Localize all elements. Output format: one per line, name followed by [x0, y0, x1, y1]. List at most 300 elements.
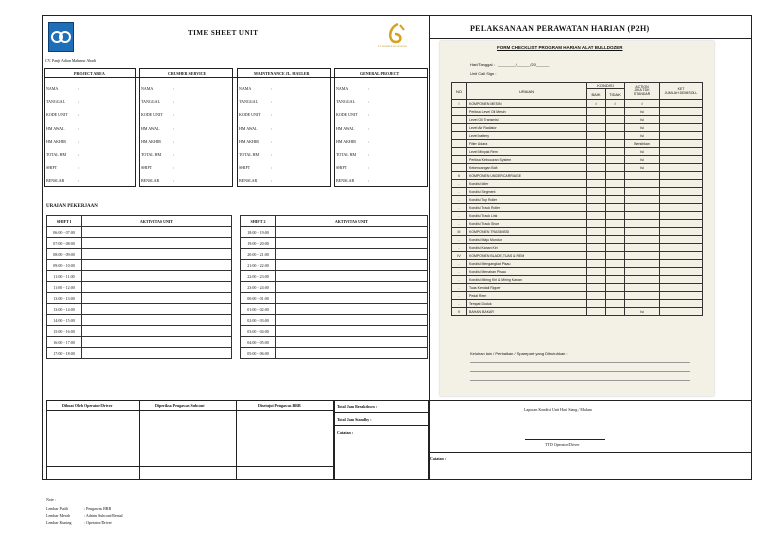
time-slot: 02:00 - 03:00	[241, 315, 276, 326]
activity-cell[interactable]	[82, 293, 232, 304]
checklist-table	[451, 82, 703, 316]
row-tidak[interactable]	[606, 276, 625, 284]
row-action: Isi	[625, 148, 660, 156]
row-ket[interactable]	[660, 220, 703, 228]
shift1-header: SHIFT I	[47, 216, 82, 227]
row-baik[interactable]	[587, 140, 606, 148]
row-action	[625, 188, 660, 196]
activity-cell[interactable]	[276, 315, 428, 326]
signature-label: Disetujui Pengawas BRB	[258, 403, 301, 408]
area-field-label: BENSLAR	[239, 178, 258, 184]
row-tidak[interactable]	[606, 252, 625, 260]
row-tidak[interactable]	[606, 308, 625, 316]
note-label: Lembar Putih	[46, 506, 68, 511]
time-slot: 13:00 - 14:00	[47, 304, 82, 315]
company-logo	[48, 22, 74, 52]
row-no: -	[452, 180, 467, 188]
row-action: √	[625, 100, 660, 108]
row-tidak[interactable]	[606, 164, 625, 172]
row-ket[interactable]	[660, 156, 703, 164]
shift2-row	[241, 326, 428, 337]
row-tidak[interactable]	[606, 196, 625, 204]
time-slot: 04:00 - 05:00	[241, 337, 276, 348]
row-baik[interactable]	[587, 236, 606, 244]
area-field-colon: :	[173, 86, 175, 91]
row-action	[625, 244, 660, 252]
row-tidak[interactable]	[606, 212, 625, 220]
hari-tanggal-blank: ________/______/20______	[498, 62, 550, 67]
row-baik[interactable]	[587, 204, 606, 212]
checklist-row	[452, 116, 703, 124]
row-item: Periksa Kebocoran System	[467, 156, 587, 164]
row-baik[interactable]	[587, 252, 606, 260]
row-item: Kekencangan Bolt	[467, 164, 587, 172]
activity-cell[interactable]	[82, 304, 232, 315]
note-value: : Pengawas BRB	[84, 506, 112, 511]
time-slot: 11:00 - 12:00	[47, 282, 82, 293]
signature-box-operator	[46, 400, 140, 480]
row-no: -	[452, 260, 467, 268]
row-baik[interactable]	[587, 172, 606, 180]
row-ket[interactable]	[660, 108, 703, 116]
area-field-colon: :	[173, 125, 175, 131]
shift1-row	[47, 238, 232, 249]
col-tidak: TIDAK	[606, 89, 625, 100]
shift2-header: SHIFT 2	[241, 216, 276, 227]
checklist-row	[452, 268, 703, 276]
area-title: CRUSHER SERVICE	[168, 71, 207, 76]
row-tidak[interactable]	[606, 228, 625, 236]
activity-cell[interactable]	[276, 337, 428, 348]
p2h-footer-note: Keluhan lain / Perbaikan / Sparepart yang Dibutuhkan :	[470, 351, 568, 356]
area-field-colon: :	[78, 125, 80, 131]
row-item: Kondisi Track Roller	[467, 204, 587, 212]
p2h-title: PELAKSANAAN PERAWATAN HARIAN (P2H)	[470, 24, 650, 33]
area-field-colon: :	[173, 152, 175, 157]
row-action: Isi	[625, 116, 660, 124]
checklist-row	[452, 196, 703, 204]
checklist-row	[452, 252, 703, 260]
row-item: Tempat Duduk	[467, 300, 587, 308]
row-ket[interactable]	[660, 260, 703, 268]
activity-cell[interactable]	[276, 293, 428, 304]
area-field-label: TANGGAL	[239, 99, 259, 105]
checklist-row	[452, 212, 703, 220]
activity-cell[interactable]	[276, 249, 428, 260]
row-no: -	[452, 276, 467, 284]
area-field-label: BENSLAR	[141, 178, 160, 184]
area-field-colon: :	[271, 178, 273, 184]
time-slot: 20:00 - 21:00	[241, 249, 276, 260]
time-slot: 13:00 - 13:00	[47, 293, 82, 304]
row-baik[interactable]	[587, 148, 606, 156]
time-slot: 08:00 - 09:00	[47, 249, 82, 260]
shift1-row	[47, 282, 232, 293]
row-tidak[interactable]	[606, 260, 625, 268]
row-baik[interactable]	[587, 268, 606, 276]
row-action: Isi	[625, 308, 660, 316]
area-field-label: SHIFT	[141, 165, 153, 171]
area-field-colon: :	[271, 138, 273, 144]
row-action: Isi	[625, 132, 660, 140]
area-title: GENERAL PROJECT	[360, 71, 400, 76]
area-field-colon: :	[368, 99, 370, 105]
row-baik[interactable]	[587, 276, 606, 284]
checklist-row	[452, 108, 703, 116]
row-action	[625, 276, 660, 284]
row-ket[interactable]	[660, 164, 703, 172]
row-baik[interactable]	[587, 116, 606, 124]
row-item: Level Minyak Rem	[467, 148, 587, 156]
row-ket[interactable]	[660, 252, 703, 260]
checklist-row	[452, 100, 703, 108]
activity-cell[interactable]	[82, 260, 232, 271]
area-field-label: KODE UNIT	[141, 112, 163, 118]
col-jika-tdk: JIKA TDK	[634, 88, 650, 93]
row-ket[interactable]	[660, 100, 703, 108]
row-action	[625, 212, 660, 220]
activity-cell[interactable]	[82, 282, 232, 293]
row-action: Isi	[625, 164, 660, 172]
row-ket[interactable]	[660, 268, 703, 276]
row-no: -	[452, 284, 467, 292]
row-no: V	[452, 308, 467, 316]
time-slot: 00:00 - 01:00	[241, 293, 276, 304]
area-field-label: HM AWAL	[141, 125, 160, 131]
activity-cell[interactable]	[82, 348, 232, 359]
row-no	[452, 108, 467, 116]
area-field-label: HM AWAL	[336, 125, 355, 131]
row-tidak[interactable]	[606, 156, 625, 164]
checklist-row	[452, 172, 703, 180]
area-field-label: NAMA	[141, 86, 154, 91]
area-field-label: TANGGAL	[141, 99, 161, 105]
row-action	[625, 228, 660, 236]
row-ket[interactable]	[660, 244, 703, 252]
area-field-colon: :	[173, 165, 175, 171]
shift2-row	[241, 260, 428, 271]
activity-cell[interactable]	[82, 326, 232, 337]
row-ket[interactable]	[660, 188, 703, 196]
row-tidak[interactable]	[606, 188, 625, 196]
row-action	[625, 292, 660, 300]
row-ket[interactable]	[660, 292, 703, 300]
area-field-label: HM AKHIR	[239, 138, 259, 144]
row-item: Level Air Radiator	[467, 124, 587, 132]
shift2-row	[241, 293, 428, 304]
checklist-row	[452, 164, 703, 172]
checklist-row	[452, 156, 703, 164]
row-no: -	[452, 196, 467, 204]
company-name: CV. Panji Adian Mahmur Abadi	[45, 58, 97, 63]
shift2-row	[241, 337, 428, 348]
row-item: Level battery	[467, 132, 587, 140]
row-no	[452, 124, 467, 132]
checklist-row	[452, 292, 703, 300]
area-field-label: TANGGAL	[336, 99, 356, 105]
shift2-row	[241, 238, 428, 249]
time-slot: 18:00 - 19:00	[241, 227, 276, 238]
checklist-row	[452, 260, 703, 268]
row-item: Kondisi Miring Kiri & Miring Kanan	[467, 276, 587, 284]
row-item: Level Oli Transmisi	[467, 116, 587, 124]
time-slot: 22:00 - 23:00	[241, 271, 276, 282]
row-ket[interactable]	[660, 180, 703, 188]
row-tidak[interactable]	[606, 220, 625, 228]
area-field-colon: :	[368, 86, 370, 91]
form-title: FORM CHECKLIST PROGRAM HARIAN ALAT BULLDOZER	[497, 45, 623, 50]
row-baik[interactable]	[587, 188, 606, 196]
activity-cell[interactable]	[276, 348, 428, 359]
area-field-colon: :	[173, 178, 175, 184]
row-tidak[interactable]	[606, 284, 625, 292]
activity-cell[interactable]	[276, 304, 428, 315]
row-action	[625, 252, 660, 260]
row-tidak[interactable]	[606, 236, 625, 244]
row-no	[452, 116, 467, 124]
row-baik[interactable]: √	[587, 100, 606, 108]
area-field-colon: :	[271, 112, 273, 118]
shift1-row	[47, 271, 232, 282]
checklist-row	[452, 284, 703, 292]
area-field-colon: :	[78, 178, 80, 184]
row-no	[452, 140, 467, 148]
area-field-label: SHIFT	[336, 165, 348, 171]
row-ket[interactable]	[660, 284, 703, 292]
area-field-colon: :	[271, 152, 273, 157]
row-baik[interactable]	[587, 228, 606, 236]
standby-label: Total Jam Standby :	[337, 417, 372, 422]
row-baik[interactable]	[587, 284, 606, 292]
row-item: KOMPONEN BLADE,TUAS & REM	[467, 252, 587, 260]
row-baik[interactable]	[587, 308, 606, 316]
time-slot: 15:00 - 16:00	[47, 326, 82, 337]
row-baik[interactable]	[587, 164, 606, 172]
row-ket[interactable]	[660, 212, 703, 220]
area-field-colon: :	[78, 112, 80, 118]
row-baik[interactable]	[587, 124, 606, 132]
checklist-row	[452, 236, 703, 244]
note-title: Note :	[46, 497, 56, 502]
area-field-label: NAMA	[336, 86, 349, 91]
row-no: -	[452, 268, 467, 276]
area-field-label: TOTAL HM	[141, 152, 162, 157]
row-action	[625, 196, 660, 204]
area-field-label: TOTAL HM	[46, 152, 67, 157]
checklist-row	[452, 276, 703, 284]
row-action	[625, 260, 660, 268]
row-ket[interactable]	[660, 196, 703, 204]
row-tidak[interactable]	[606, 244, 625, 252]
col-standar: STANDAR	[633, 91, 651, 96]
area-field-label: TOTAL HM	[336, 152, 357, 157]
checklist-row	[452, 300, 703, 308]
breakdown-label: Total Jam Breakdown :	[337, 404, 378, 409]
row-ket[interactable]	[660, 148, 703, 156]
activity-cell[interactable]	[276, 282, 428, 293]
row-baik[interactable]	[587, 292, 606, 300]
row-ket[interactable]	[660, 236, 703, 244]
row-baik[interactable]	[587, 260, 606, 268]
row-ket[interactable]	[660, 132, 703, 140]
note-value: : Admin Subcont/Rental	[84, 513, 123, 518]
time-slot: 06:00 - 07:00	[47, 227, 82, 238]
row-no: I	[452, 100, 467, 108]
row-tidak[interactable]	[606, 132, 625, 140]
area-field-label: TOTAL HM	[239, 152, 260, 157]
row-item: Kondisi Track Shoe	[467, 220, 587, 228]
checklist-row	[452, 124, 703, 132]
shift1-row	[47, 337, 232, 348]
row-item: Kondisi Menahan Pisau	[467, 268, 587, 276]
activity-cell[interactable]	[276, 238, 428, 249]
area-field-colon: :	[368, 138, 370, 144]
row-ket[interactable]	[660, 308, 703, 316]
row-baik[interactable]	[587, 300, 606, 308]
row-no: -	[452, 300, 467, 308]
logo-caption: PT. BARIM RAHAK DEWI	[378, 45, 407, 48]
row-baik[interactable]	[587, 196, 606, 204]
row-item: Pedal Rem	[467, 292, 587, 300]
activity-cell[interactable]	[82, 249, 232, 260]
row-item: Kondisi Mengangkat Pisau	[467, 260, 587, 268]
row-baik[interactable]	[587, 180, 606, 188]
activity-cell[interactable]	[276, 271, 428, 282]
shift1-row	[47, 260, 232, 271]
area-field-label: HM AKHIR	[336, 138, 356, 144]
row-item: Kondisi Segment	[467, 188, 587, 196]
shift1-row	[47, 227, 232, 238]
col-action: ACTION	[635, 84, 649, 89]
row-ket[interactable]	[660, 300, 703, 308]
row-action	[625, 300, 660, 308]
row-tidak[interactable]	[606, 108, 625, 116]
time-slot: 09:00 - 10:00	[47, 260, 82, 271]
activity-cell[interactable]	[82, 271, 232, 282]
row-action	[625, 220, 660, 228]
checklist-row	[452, 228, 703, 236]
signature-label: Diperiksa Pengawas Subcont	[155, 403, 205, 408]
area-field-colon: :	[368, 152, 370, 157]
signature-box-subcont	[139, 400, 237, 480]
row-ket[interactable]	[660, 140, 703, 148]
row-item: Kondisi Maju Mundur	[467, 236, 587, 244]
area-field-label: HM AWAL	[239, 125, 258, 131]
shift1-row	[47, 348, 232, 359]
checklist-row	[452, 148, 703, 156]
shift2-row	[241, 271, 428, 282]
row-tidak[interactable]	[606, 140, 625, 148]
area-field-label: SHIFT	[239, 165, 251, 171]
area-field-colon: :	[78, 165, 80, 171]
row-ket[interactable]	[660, 116, 703, 124]
signature-box-brb	[236, 400, 334, 480]
area-field-label: BENSLAR	[46, 178, 65, 184]
time-slot: 17:00 - 18:00	[47, 348, 82, 359]
row-item: Kondisi Idler	[467, 180, 587, 188]
checklist-row	[452, 180, 703, 188]
shift2-row	[241, 282, 428, 293]
activity-cell[interactable]	[82, 337, 232, 348]
row-action	[625, 204, 660, 212]
row-tidak[interactable]	[606, 172, 625, 180]
activity-cell[interactable]	[276, 326, 428, 337]
row-ket[interactable]	[660, 204, 703, 212]
row-ket[interactable]	[660, 276, 703, 284]
time-slot: 16:00 - 17:00	[47, 337, 82, 348]
row-tidak[interactable]	[606, 124, 625, 132]
row-tidak[interactable]	[606, 292, 625, 300]
hari-tanggal-label: Hari/Tanggal :	[470, 62, 495, 67]
row-baik[interactable]	[587, 108, 606, 116]
time-slot: 14:00 - 15:00	[47, 315, 82, 326]
shift1-row	[47, 304, 232, 315]
row-baik[interactable]	[587, 156, 606, 164]
activity-cell[interactable]	[82, 238, 232, 249]
row-tidak[interactable]: √	[606, 100, 625, 108]
area-field-colon: :	[368, 112, 370, 118]
area-field-label: KODE UNIT	[239, 112, 261, 118]
row-action	[625, 236, 660, 244]
row-tidak[interactable]	[606, 204, 625, 212]
note-label: Lembar Kuning	[46, 520, 72, 525]
row-no: -	[452, 236, 467, 244]
row-tidak[interactable]	[606, 180, 625, 188]
activity-cell[interactable]	[276, 260, 428, 271]
row-baik[interactable]	[587, 220, 606, 228]
row-ket[interactable]	[660, 124, 703, 132]
row-no: II	[452, 172, 467, 180]
activity-cell[interactable]	[276, 227, 428, 238]
activity-cell[interactable]	[82, 227, 232, 238]
area-title: PROJECT AREA	[74, 71, 105, 76]
shift1-row	[47, 315, 232, 326]
row-baik[interactable]	[587, 244, 606, 252]
checklist-row	[452, 188, 703, 196]
shift2-row	[241, 348, 428, 359]
checklist-row	[452, 244, 703, 252]
row-tidak[interactable]	[606, 148, 625, 156]
area-field-colon: :	[271, 99, 273, 105]
activity-cell[interactable]	[82, 315, 232, 326]
row-no: -	[452, 220, 467, 228]
area-field-colon: :	[173, 112, 175, 118]
time-slot: 01:00 - 02:00	[241, 304, 276, 315]
row-no: -	[452, 244, 467, 252]
signature-label: Dibuat Oleh Operator/Driver	[62, 403, 113, 408]
row-item: BAHAN BAKAR	[467, 308, 587, 316]
row-no: III	[452, 228, 467, 236]
area-field-label: TANGGAL	[46, 99, 66, 105]
col-jumlah: JUMLAH DEMISOLL	[664, 91, 698, 95]
row-baik[interactable]	[587, 212, 606, 220]
page-title: TIME SHEET UNIT	[188, 29, 259, 37]
area-field-label: HM AKHIR	[141, 138, 161, 144]
area-field-colon: :	[368, 178, 370, 184]
row-ket[interactable]	[660, 172, 703, 180]
shift1-row	[47, 293, 232, 304]
row-tidak[interactable]	[606, 300, 625, 308]
area-field-colon: :	[271, 125, 273, 131]
row-tidak[interactable]	[606, 116, 625, 124]
col-uraian: URAIAN	[467, 83, 587, 100]
row-tidak[interactable]	[606, 268, 625, 276]
shift2-row	[241, 315, 428, 326]
row-ket[interactable]	[660, 228, 703, 236]
area-title: MAINTENANCE JL. HAULER	[254, 71, 310, 76]
row-baik[interactable]	[587, 132, 606, 140]
row-no: -	[452, 212, 467, 220]
